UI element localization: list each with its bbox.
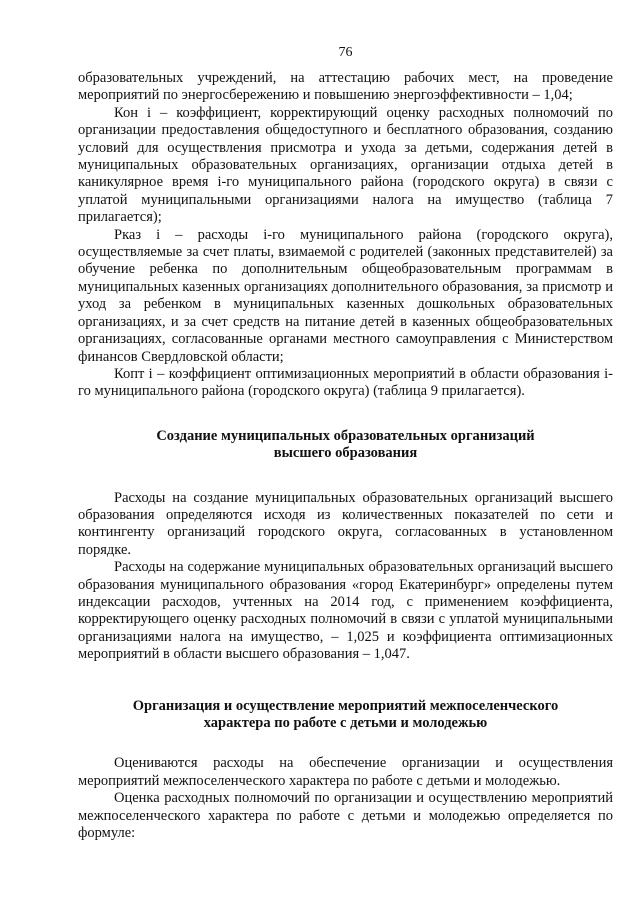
paragraph-youth-formula-intro: Оценка расходных полномочий по организации и осуществлению мероприятий межпоселенческого характера по работе с детьми и молодежью определяется по формуле: bbox=[78, 790, 613, 842]
paragraph-creation-costs: Расходы на создание муниципальных образовательных организаций высшего образования определяются исходя из количественных показателей по сети и контингенту организаций городского округа, согласованных в установленном порядке. bbox=[78, 489, 613, 558]
spacer bbox=[78, 463, 613, 490]
paragraph-kon-definition: Кон i – коэффициент, корректирующий оценку расходных полномочий по организации предоставления общедоступного и бесплатного образования, созданию условий для осуществления присмотра и ухода за детьми, содержания детей в муниципальных образовательных организациях, организации отдыха детей в каникулярное время i-го муниципального района (городского округа) в связи с уплатой муниципальными организациями налога на имущество (таблица 7 прилагается); bbox=[78, 104, 613, 226]
paragraph-maintenance-costs: Расходы на содержание муниципальных образовательных организаций высшего образования муниципального образования «город Екатеринбург» определены путем индексации расходов, учтенных на 2014 год, с применением коэффициента, корректирующего оценку расходных полномочий в связи с уплатой муниципальными организациями налога на имущество, – 1,025 и коэффициента оптимизационных мероприятий в области высшего образования – 1,047. bbox=[78, 559, 613, 663]
paragraph-youth-costs: Оцениваются расходы на обеспечение организации и осуществления мероприятий межпоселенческого характера по работе с детьми и молодежью. bbox=[78, 755, 613, 789]
section-heading-line: характера по работе с детьми и молодежью bbox=[203, 715, 488, 731]
paragraph-continuation: образовательных учреждений, на аттестацию рабочих мест, на проведение мероприятий по энергосбережению и повышению энергоэффективности – 1,04; bbox=[78, 70, 613, 104]
document-page bbox=[78, 44, 613, 842]
spacer bbox=[78, 664, 613, 698]
section-heading-line: Создание муниципальных образовательных организаций bbox=[156, 427, 535, 444]
section-heading-youth-events bbox=[78, 698, 613, 733]
spacer bbox=[78, 401, 613, 428]
section-heading-line: Организация и осуществление мероприятий межпоселенческого bbox=[132, 697, 559, 714]
section-heading-higher-education bbox=[78, 428, 613, 463]
section-heading-line: высшего образования bbox=[273, 445, 418, 462]
paragraph-rkaz-definition: Рказ i – расходы i-го муниципального района (городского округа), осуществляемые за счет платы, взимаемой с родителей (законных представителей) за обучение ребенка по дополнительным общеобразовательным программам в муниципальных казенных организациях дополнительного образования, за присмотр и уход за ребенком в муниципальных казенных дошкольных образовательных организациях, и за счет средств на питание детей в казенных общеобразовательных организациях, согласованные органами местного самоуправления с Министерством финансов Свердловской области; bbox=[78, 226, 613, 365]
page-number: 76 bbox=[338, 45, 353, 60]
spacer bbox=[78, 732, 613, 755]
paragraph-kopt-definition: Копт i – коэффициент оптимизационных мероприятий в области образования i-го муниципального района (городского округа) (таблица 9 прилагается). bbox=[78, 365, 613, 400]
